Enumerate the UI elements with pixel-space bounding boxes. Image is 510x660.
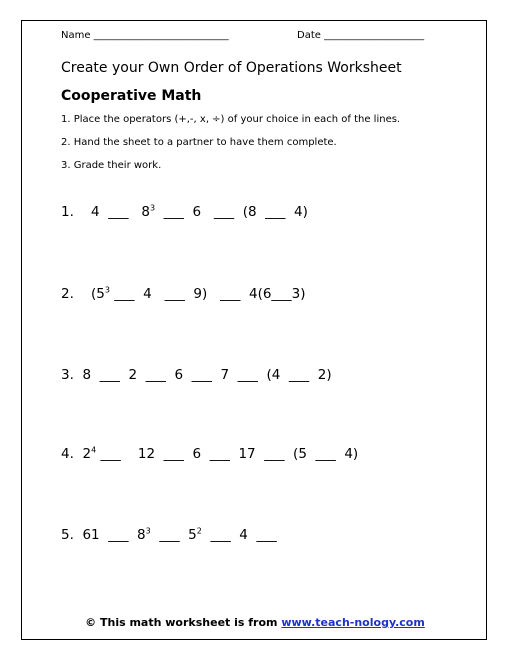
instruction-3: 3. Grade their work. bbox=[61, 160, 162, 171]
instruction-1: 1. Place the operators (+,-, x, ÷) of your choice in each of the lines. bbox=[61, 114, 401, 125]
footer-credit bbox=[0, 616, 510, 629]
problem-3: 3. 8 ___ 2 ___ 6 ___ 7 ___ (4 ___ 2) bbox=[61, 367, 332, 383]
instruction-2: 2. Hand the sheet to a partner to have them complete. bbox=[61, 137, 337, 148]
problem-2: 2. ($5^3$ ___ 4 ___ 9) ___ 4(6___3) bbox=[61, 285, 306, 302]
worksheet-title: Create your Own Order of Operations Worksheet bbox=[61, 60, 402, 76]
footer-link[interactable]: www.teach-nology.com bbox=[281, 616, 425, 629]
footer-text: © This math worksheet is from bbox=[85, 616, 282, 629]
date-field: Date ____________________ bbox=[297, 30, 425, 41]
problem-4: 4. $2^4$ ___ 12 ___ 6 ___ 17 ___ (5 ___ 4) bbox=[61, 445, 359, 462]
problem-5: 5. 61 ___ $8^3$ ___ $5^2$ ___ 4 ___ bbox=[61, 526, 277, 543]
page-border bbox=[21, 20, 487, 640]
worksheet-subtitle: Cooperative Math bbox=[61, 88, 202, 104]
name-field: Name ___________________________ bbox=[61, 30, 229, 41]
problem-1: 1. 4 ___ $8^3$ ___ 6 ___ (8 ___ 4) bbox=[61, 203, 308, 220]
